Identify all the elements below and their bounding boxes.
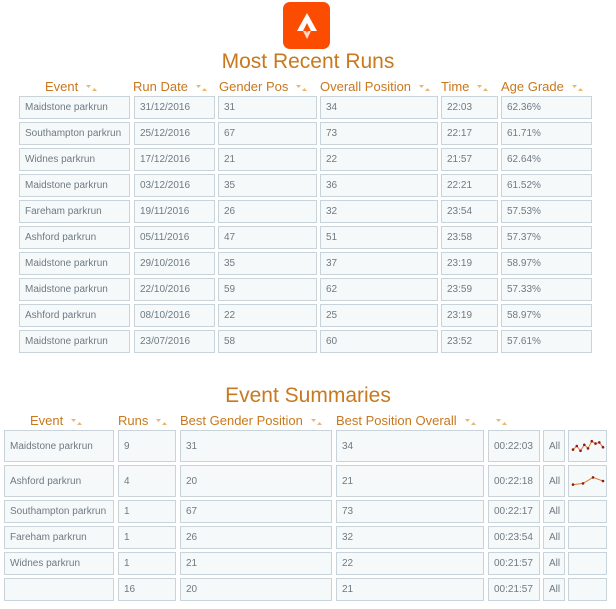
runs-table-cell: 58 xyxy=(218,330,317,353)
runs-table-cell: Widnes parkrun xyxy=(19,148,130,171)
summary-table-cell: 16 xyxy=(118,578,176,601)
summary-table-cell: 21 xyxy=(336,578,484,601)
runs-table-cell: Ashford parkrun xyxy=(19,304,130,327)
summary-table-cell: 21 xyxy=(180,552,332,575)
summary-table-cell: 21 xyxy=(336,465,484,497)
runs-table-cell: 17/12/2016 xyxy=(134,148,215,171)
summary-table-cell: Ashford parkrun xyxy=(4,465,114,497)
runs-table-cell: 22:21 xyxy=(441,174,498,197)
summary-table-cell: Fareham parkrun xyxy=(4,526,114,549)
runs-header-label: Age Grade xyxy=(501,79,564,94)
runs-table-cell: 23:52 xyxy=(441,330,498,353)
sparkline-chart[interactable] xyxy=(568,500,607,523)
runs-table-cell: 22:03 xyxy=(441,96,498,119)
runs-table-cell: 58.97% xyxy=(501,304,592,327)
runs-table-cell: 23:19 xyxy=(441,304,498,327)
runs-header-3[interactable] xyxy=(320,79,431,95)
sort-icon xyxy=(196,80,208,95)
runs-table-cell: 57.53% xyxy=(501,200,592,223)
runs-table-cell: 35 xyxy=(218,174,317,197)
runs-table-cell: 19/11/2016 xyxy=(134,200,215,223)
runs-table-cell: 23:59 xyxy=(441,278,498,301)
summary-table-cell: 00:21:57 xyxy=(488,552,540,575)
runs-header-5[interactable] xyxy=(501,79,584,95)
summary-table-cell: 32 xyxy=(336,526,484,549)
summary-table-cell: 00:22:03 xyxy=(488,430,540,462)
runs-table-cell: 36 xyxy=(320,174,438,197)
runs-table-cell: 08/10/2016 xyxy=(134,304,215,327)
runs-table-cell: 67 xyxy=(218,122,317,145)
runs-header-label: Time xyxy=(441,79,470,94)
sparkline-chart[interactable] xyxy=(568,578,607,601)
runs-table-cell: 58.97% xyxy=(501,252,592,275)
runs-table-cell: 57.37% xyxy=(501,226,592,249)
runs-table-cell: 23:58 xyxy=(441,226,498,249)
summary-table-cell: 20 xyxy=(180,578,332,601)
runs-table-cell: Southampton parkrun xyxy=(19,122,130,145)
sort-icon xyxy=(419,80,431,95)
summary-table-cell: 00:23:54 xyxy=(488,526,540,549)
runs-table-cell: 61.52% xyxy=(501,174,592,197)
most-recent-runs-title: Most Recent Runs xyxy=(221,50,395,73)
runs-table-cell: 05/11/2016 xyxy=(134,226,215,249)
sort-icon xyxy=(71,414,83,429)
summary-header-4[interactable] xyxy=(488,413,508,429)
runs-table-cell: Maidstone parkrun xyxy=(19,278,130,301)
summary-table-cell: 67 xyxy=(180,500,332,523)
all-filter-link[interactable]: All xyxy=(543,500,565,523)
summary-table-cell: 00:22:18 xyxy=(488,465,540,497)
sort-icon xyxy=(477,80,489,95)
runs-table-cell: 29/10/2016 xyxy=(134,252,215,275)
sort-icon xyxy=(465,414,477,429)
runs-table-cell: 31/12/2016 xyxy=(134,96,215,119)
runs-table-cell: 23/07/2016 xyxy=(134,330,215,353)
runs-table-cell: Maidstone parkrun xyxy=(19,174,130,197)
summary-table-cell: 34 xyxy=(336,430,484,462)
runs-table-cell: 22:17 xyxy=(441,122,498,145)
runs-header-2[interactable] xyxy=(219,79,308,95)
summary-header-3[interactable] xyxy=(336,413,477,429)
runs-table-cell: 73 xyxy=(320,122,438,145)
runs-header-1[interactable] xyxy=(133,79,208,95)
runs-table-cell: Maidstone parkrun xyxy=(19,252,130,275)
sparkline-chart[interactable] xyxy=(568,526,607,549)
runs-table-cell: 31 xyxy=(218,96,317,119)
runs-table-cell: 57.33% xyxy=(501,278,592,301)
runs-table-cell: 47 xyxy=(218,226,317,249)
all-filter-link[interactable]: All xyxy=(543,430,565,462)
summary-table-cell: 1 xyxy=(118,500,176,523)
summary-header-1[interactable] xyxy=(118,413,168,429)
runs-table-cell: 21 xyxy=(218,148,317,171)
summary-table-cell: 73 xyxy=(336,500,484,523)
runs-table-cell: 25/12/2016 xyxy=(134,122,215,145)
summary-header-label: Event xyxy=(30,413,64,428)
runs-table-cell: 23:19 xyxy=(441,252,498,275)
runs-table-cell: 26 xyxy=(218,200,317,223)
event-summaries-title: Event Summaries xyxy=(225,384,391,407)
runs-table-cell: 62.36% xyxy=(501,96,592,119)
sort-icon xyxy=(156,414,168,429)
summary-header-2[interactable] xyxy=(180,413,323,429)
runs-table-cell: 59 xyxy=(218,278,317,301)
runs-table-cell: Maidstone parkrun xyxy=(19,330,130,353)
strava-logo-icon xyxy=(283,2,330,49)
runs-table-cell: 21:57 xyxy=(441,148,498,171)
summary-table-cell: 31 xyxy=(180,430,332,462)
summary-table-cell: Southampton parkrun xyxy=(4,500,114,523)
summary-header-label: Best Gender Position xyxy=(180,413,303,428)
sort-icon xyxy=(572,80,584,95)
summary-header-0[interactable] xyxy=(30,413,83,429)
summary-table-cell: 1 xyxy=(118,552,176,575)
all-filter-link[interactable]: All xyxy=(543,526,565,549)
summary-table-cell: 00:22:17 xyxy=(488,500,540,523)
runs-table-cell: 61.71% xyxy=(501,122,592,145)
summary-table-cell: 00:21:57 xyxy=(488,578,540,601)
summary-table-cell: 4 xyxy=(118,465,176,497)
sort-icon xyxy=(496,414,508,429)
runs-table-cell: Maidstone parkrun xyxy=(19,96,130,119)
runs-header-label: Overall Position xyxy=(320,79,412,94)
runs-table-cell: Ashford parkrun xyxy=(19,226,130,249)
summary-table-cell: 1 xyxy=(118,526,176,549)
summary-table-cell: Maidstone parkrun xyxy=(4,430,114,462)
runs-table-cell: 57.61% xyxy=(501,330,592,353)
all-filter-link[interactable]: All xyxy=(543,552,565,575)
runs-header-0[interactable] xyxy=(45,79,98,95)
runs-table-cell: 23:54 xyxy=(441,200,498,223)
summary-table-cell: 26 xyxy=(180,526,332,549)
runs-table-cell: 22 xyxy=(320,148,438,171)
summary-table-cell: 9 xyxy=(118,430,176,462)
runs-table-cell: 25 xyxy=(320,304,438,327)
all-filter-link[interactable]: All xyxy=(543,465,565,497)
runs-table-cell: 60 xyxy=(320,330,438,353)
runs-table-cell: 22/10/2016 xyxy=(134,278,215,301)
sparkline-chart[interactable] xyxy=(568,430,607,462)
sparkline-chart[interactable] xyxy=(568,552,607,575)
runs-table-cell: Fareham parkrun xyxy=(19,200,130,223)
summary-header-label: Best Position Overall xyxy=(336,413,457,428)
summary-header-label: Runs xyxy=(118,413,149,428)
runs-table-cell: 32 xyxy=(320,200,438,223)
runs-header-label: Run Date xyxy=(133,79,188,94)
sort-icon xyxy=(311,414,323,429)
sort-icon xyxy=(296,80,308,95)
summary-table-cell: 20 xyxy=(180,465,332,497)
sort-icon xyxy=(86,80,98,95)
runs-table-cell: 62.64% xyxy=(501,148,592,171)
summary-table-cell: 22 xyxy=(336,552,484,575)
runs-header-label: Event xyxy=(45,79,79,94)
runs-header-label: Gender Pos xyxy=(219,79,289,94)
runs-table-cell: 51 xyxy=(320,226,438,249)
runs-header-4[interactable] xyxy=(441,79,489,95)
runs-table-cell: 34 xyxy=(320,96,438,119)
runs-table-cell: 22 xyxy=(218,304,317,327)
runs-table-cell: 03/12/2016 xyxy=(134,174,215,197)
runs-table-cell: 37 xyxy=(320,252,438,275)
all-filter-link[interactable]: All xyxy=(543,578,565,601)
summary-table-cell xyxy=(4,578,114,601)
summary-table-cell: Widnes parkrun xyxy=(4,552,114,575)
sparkline-chart[interactable] xyxy=(568,465,607,497)
runs-table-cell: 35 xyxy=(218,252,317,275)
runs-table-cell: 62 xyxy=(320,278,438,301)
